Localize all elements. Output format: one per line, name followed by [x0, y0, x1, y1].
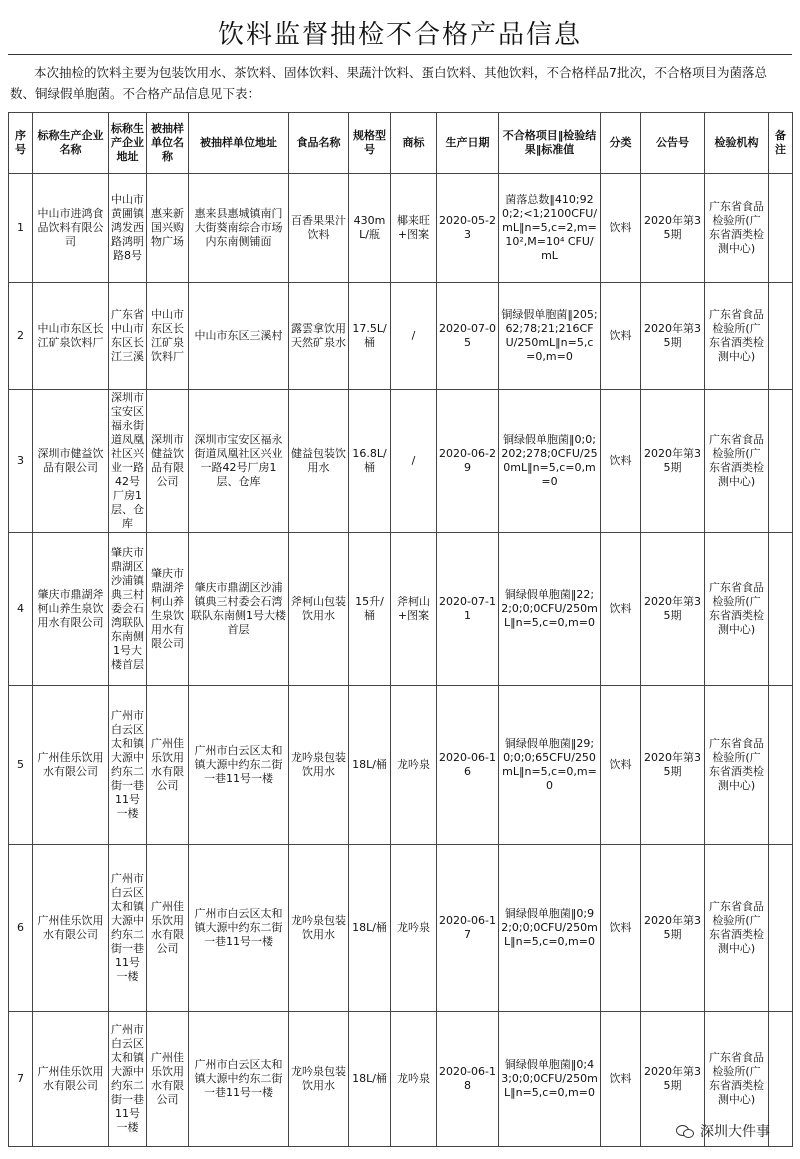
column-header: 标称生产企业名称	[33, 113, 109, 174]
table-cell: 惠来县惠城镇南门大街葵南综合市场内东南侧铺面	[189, 174, 289, 283]
table-cell: 广东省中山市东区长江三溪	[109, 283, 147, 390]
table-cell: 深圳市宝安区福永街道凤凰社区兴业一路42号厂房1层、仓库	[109, 390, 147, 533]
table-cell	[769, 174, 793, 283]
watermark	[676, 1121, 770, 1141]
nonconforming-products-table	[8, 112, 793, 1147]
table-cell: 深圳市宝安区福永街道凤凰社区兴业一路42号厂房1层、仓库	[189, 390, 289, 533]
intro-paragraph: 本次抽检的饮料主要为包装饮用水、茶饮料、固体饮料、果蔬汁饮料、蛋白饮料、其他饮料，不合格样品7批次，不合格项目为菌落总数、铜绿假单胞菌。不合格产品信息见下表：	[10, 65, 767, 101]
table-cell: 铜绿假单胞菌‖29;0;0;0;65CFU/250mL‖n=5,c=0,m=0	[499, 686, 601, 845]
column-header: 被抽样单位地址	[189, 113, 289, 174]
table-body	[9, 174, 793, 1147]
table-cell: 广州佳乐饮用水有限公司	[147, 686, 189, 845]
table-cell: 广州市白云区太和镇大源中约东二街一巷11号一楼	[109, 1012, 147, 1147]
table-cell: 中山市东区三溪村	[189, 283, 289, 390]
table-cell: 斧柯山包装饮用水	[289, 533, 349, 686]
table-cell: 椰来旺+图案	[391, 174, 437, 283]
watermark-text: 深圳大件事	[700, 1124, 770, 1140]
table-cell: 龙吟泉包装饮用水	[289, 845, 349, 1012]
table-cell: 5	[9, 686, 33, 845]
table-cell: 广东省食品检验所(广东省酒类检测中心)	[705, 533, 769, 686]
table-cell: 1	[9, 174, 33, 283]
column-header: 不合格项目‖检验结果‖标准值	[499, 113, 601, 174]
table-cell	[769, 283, 793, 390]
table-cell: 2020年第35期	[641, 686, 705, 845]
table-cell: 18L/桶	[349, 686, 391, 845]
table-row	[9, 283, 793, 390]
table-cell: /	[391, 390, 437, 533]
table-cell: 广州市白云区太和镇大源中约东二街一巷11号一楼	[109, 686, 147, 845]
table-cell: 15升/桶	[349, 533, 391, 686]
table-cell: 中山市黄圃镇鸿发西路鸿明路8号	[109, 174, 147, 283]
table-row	[9, 533, 793, 686]
table-cell: 深圳市健益饮品有限公司	[147, 390, 189, 533]
table-cell: 广州佳乐饮用水有限公司	[147, 1012, 189, 1147]
table-cell: 2020-07-05	[437, 283, 499, 390]
table-row	[9, 174, 793, 283]
table-cell: 16.8L/桶	[349, 390, 391, 533]
table-cell: 广东省食品检验所(广东省酒类检测中心)	[705, 845, 769, 1012]
table-cell	[769, 533, 793, 686]
table-cell: 饮料	[601, 283, 641, 390]
table-cell: 广州佳乐饮用水有限公司	[147, 845, 189, 1012]
table-cell: /	[391, 283, 437, 390]
table-cell: 龙吟泉	[391, 686, 437, 845]
table-cell: 3	[9, 390, 33, 533]
table-cell: 18L/桶	[349, 845, 391, 1012]
wechat-icon	[676, 1124, 694, 1138]
table-cell: 铜绿假单胞菌‖0;92;0;0;0CFU/250mL‖n=5,c=0,m=0	[499, 845, 601, 1012]
table-cell: 广东省食品检验所(广东省酒类检测中心)	[705, 283, 769, 390]
title-divider	[8, 54, 792, 55]
table-header	[9, 113, 793, 174]
table-cell: 深圳市健益饮品有限公司	[33, 390, 109, 533]
column-header: 备注	[769, 113, 793, 174]
table-cell: 肇庆市鼎湖斧柯山养生泉饮用水有限公司	[33, 533, 109, 686]
table-cell: 露雲拿饮用天然矿泉水	[289, 283, 349, 390]
table-cell: 2020年第35期	[641, 1012, 705, 1147]
document-title: 饮料监督抽检不合格产品信息	[217, 20, 582, 50]
table-cell: 饮料	[601, 174, 641, 283]
table-cell: 肇庆市鼎湖区沙浦镇典三村委会石湾联队东南侧1号大楼首层	[189, 533, 289, 686]
table-cell: 铜绿假单胞菌‖22;2;0;0;0CFU/250mL‖n=5,c=0,m=0	[499, 533, 601, 686]
column-header: 被抽样单位名称	[147, 113, 189, 174]
table-cell: 2020年第35期	[641, 533, 705, 686]
table-row	[9, 390, 793, 533]
table-cell: 2020年第35期	[641, 174, 705, 283]
table-cell	[769, 1012, 793, 1147]
table-cell: 2020年第35期	[641, 845, 705, 1012]
table-cell: 2020年第35期	[641, 390, 705, 533]
table-cell: 饮料	[601, 845, 641, 1012]
table-row	[9, 686, 793, 845]
table-cell	[769, 390, 793, 533]
table-cell: 广州佳乐饮用水有限公司	[33, 845, 109, 1012]
table-cell	[769, 686, 793, 845]
table-cell: 饮料	[601, 390, 641, 533]
header-row	[9, 113, 793, 174]
table-cell: 广东省食品检验所(广东省酒类检测中心)	[705, 1012, 769, 1147]
column-header: 规格型号	[349, 113, 391, 174]
table-cell: 4	[9, 533, 33, 686]
table-cell: 中山市东区长江矿泉饮料厂	[33, 283, 109, 390]
column-header: 生产日期	[437, 113, 499, 174]
table-cell: 饮料	[601, 686, 641, 845]
table-cell: 广东省食品检验所(广东省酒类检测中心)	[705, 174, 769, 283]
table-cell: 龙吟泉包装饮用水	[289, 686, 349, 845]
table-cell: 斧柯山+图案	[391, 533, 437, 686]
table-cell: 广州市白云区太和镇大源中约东二街一巷11号一楼	[189, 845, 289, 1012]
table-cell: 广州市白云区太和镇大源中约东二街一巷11号一楼	[109, 845, 147, 1012]
table-cell: 广东省食品检验所(广东省酒类检测中心)	[705, 686, 769, 845]
table-cell: 饮料	[601, 1012, 641, 1147]
table-cell	[769, 845, 793, 1012]
table-cell: 广州市白云区太和镇大源中约东二街一巷11号一楼	[189, 686, 289, 845]
table-cell: 17.5L/桶	[349, 283, 391, 390]
table-cell: 铜绿假单胞菌‖0;43;0;0;0CFU/250mL‖n=5,c=0,m=0	[499, 1012, 601, 1147]
table-cell: 2020-06-17	[437, 845, 499, 1012]
table-cell: 铜绿假单胞菌‖205;62;78;21;216CFU/250mL‖n=5,c=0,m=0	[499, 283, 601, 390]
table-cell: 健益包装饮用水	[289, 390, 349, 533]
table-cell: 百香果果汁饮料	[289, 174, 349, 283]
table-cell: 2020-05-23	[437, 174, 499, 283]
column-header: 分类	[601, 113, 641, 174]
table-row	[9, 845, 793, 1012]
column-header: 食品名称	[289, 113, 349, 174]
table-cell: 龙吟泉	[391, 1012, 437, 1147]
column-header: 商标	[391, 113, 437, 174]
table-row	[9, 1012, 793, 1147]
table-cell: 广东省食品检验所(广东省酒类检测中心)	[705, 390, 769, 533]
table-cell: 广州佳乐饮用水有限公司	[33, 686, 109, 845]
table-cell: 2020年第35期	[641, 283, 705, 390]
table-cell: 18L/桶	[349, 1012, 391, 1147]
column-header: 公告号	[641, 113, 705, 174]
table-cell: 2020-06-16	[437, 686, 499, 845]
table-cell: 6	[9, 845, 33, 1012]
table-cell: 肇庆市鼎湖区沙浦镇典三村委会石湾联队东南侧1号大楼首层	[109, 533, 147, 686]
table-cell: 2020-07-11	[437, 533, 499, 686]
table-cell: 广州佳乐饮用水有限公司	[33, 1012, 109, 1147]
table-cell: 龙吟泉	[391, 845, 437, 1012]
table-cell: 惠来新国兴购物广场	[147, 174, 189, 283]
table-cell: 肇庆市鼎湖斧柯山养生泉饮用水有限公司	[147, 533, 189, 686]
table-cell: 2020-06-29	[437, 390, 499, 533]
table-cell: 饮料	[601, 533, 641, 686]
table-cell: 7	[9, 1012, 33, 1147]
table-cell: 中山市东区长江矿泉饮料厂	[147, 283, 189, 390]
table-cell: 龙吟泉包装饮用水	[289, 1012, 349, 1147]
table-cell: 2	[9, 283, 33, 390]
table-cell: 中山市进鸿食品饮料有限公司	[33, 174, 109, 283]
column-header: 检验机构	[705, 113, 769, 174]
table-cell: 铜绿假单胞菌‖0;0;202;278;0CFU/250mL‖n=5,c=0,m=0	[499, 390, 601, 533]
table-cell: 2020-06-18	[437, 1012, 499, 1147]
table-cell: 430mL/瓶	[349, 174, 391, 283]
table-cell: 菌落总数‖410;920;2;<1;2100CFU/mL‖n=5,c=2,m=10²,M=10⁴ CFU/mL	[499, 174, 601, 283]
column-header: 标称生产企业地址	[109, 113, 147, 174]
table-cell: 广州市白云区太和镇大源中约东二街一巷11号一楼	[189, 1012, 289, 1147]
column-header: 序号	[9, 113, 33, 174]
